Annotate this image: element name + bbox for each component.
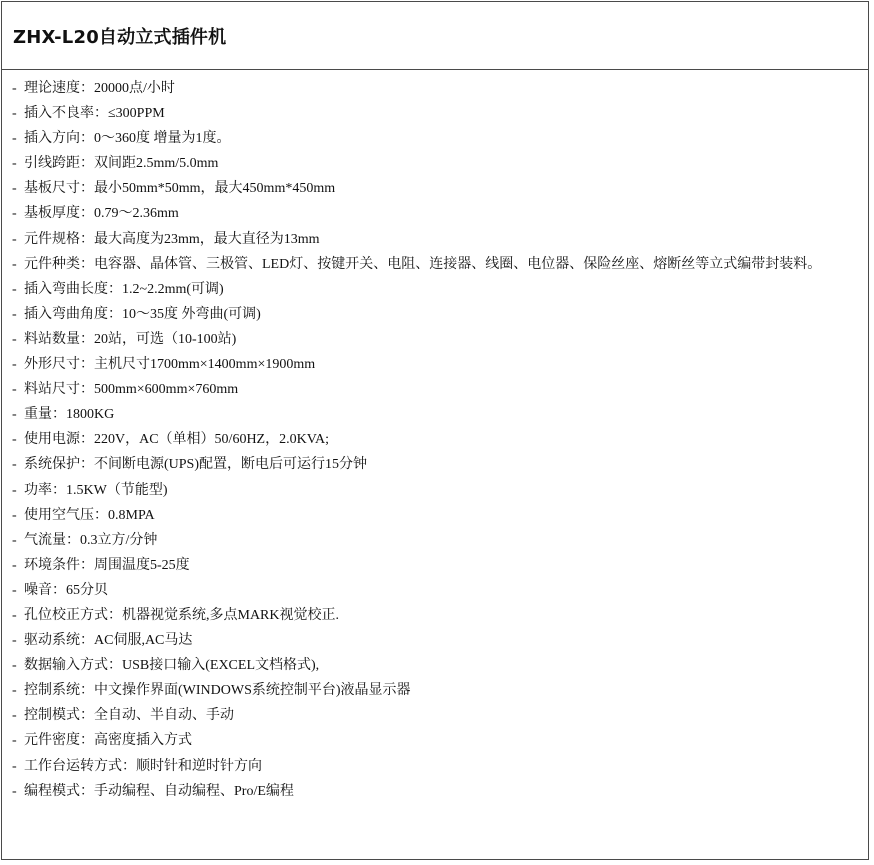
spec-item — [12, 402, 858, 427]
bullet-dash: - — [12, 557, 17, 573]
spec-item — [12, 528, 858, 553]
spec-text: 外形尺寸：主机尺寸1700mm×1400mm×1900mm — [24, 357, 316, 373]
bullet-dash: - — [12, 457, 17, 473]
spec-item — [12, 678, 858, 703]
spec-text: 基板尺寸：最小50mm*50mm，最大450mm*450mm — [24, 181, 336, 197]
spec-text: 孔位校正方式：机器视觉系统,多点MARK视觉校正. — [24, 607, 340, 623]
bullet-dash: - — [12, 206, 17, 222]
bullet-dash: - — [12, 783, 17, 799]
spec-text: 控制系统：中文操作界面(WINDOWS系统控制平台)液晶显示器 — [24, 683, 411, 699]
bullet-dash: - — [12, 407, 17, 423]
spec-item — [12, 478, 858, 503]
bullet-dash: - — [12, 81, 17, 96]
bullet-dash: - — [12, 181, 17, 197]
spec-item — [12, 377, 858, 402]
title-cell — [2, 2, 868, 70]
spec-item — [12, 151, 858, 176]
spec-text: 环境条件：周围温度5-25度 — [24, 557, 190, 573]
spec-item — [12, 503, 858, 528]
spec-item — [12, 603, 858, 628]
spec-item — [12, 578, 858, 603]
spec-text: 插入不良率：≤300PPM — [24, 106, 165, 122]
bullet-dash: - — [12, 281, 17, 297]
spec-text: 数据输入方式：USB接口输入(EXCEL文档格式), — [24, 658, 320, 674]
spec-text: 驱动系统：AC伺服,AC马达 — [24, 633, 193, 649]
bullet-dash: - — [12, 131, 17, 147]
spec-item — [12, 352, 858, 377]
spec-text: 重量：1800KG — [24, 407, 115, 423]
spec-text: 理论速度：20000点/小时 — [24, 81, 175, 96]
spec-item — [12, 227, 858, 252]
spec-item — [12, 302, 858, 327]
spec-text: 插入方向：0～360度 增量为1度。 — [24, 131, 231, 147]
spec-item — [12, 76, 858, 101]
spec-text: 元件密度：高密度插入方式 — [24, 733, 192, 749]
page-title: ZHX-L20自动立式插件机 — [13, 26, 227, 48]
spec-item — [12, 277, 858, 302]
bullet-dash: - — [12, 633, 17, 649]
spec-text: 基板厚度：0.79～2.36mm — [24, 206, 179, 222]
spec-item — [12, 427, 858, 452]
spec-item — [12, 728, 858, 753]
spec-item — [12, 126, 858, 151]
spec-text: 使用空气压：0.8MPA — [24, 507, 155, 523]
spec-item — [12, 327, 858, 352]
bullet-dash: - — [12, 683, 17, 699]
spec-item — [12, 628, 858, 653]
bullet-dash: - — [12, 708, 17, 724]
spec-item — [12, 101, 858, 126]
spec-text: 元件种类：电容器、晶体管、三极管、LED灯、按键开关、电阻、连接器、线圈、电位器、保险丝座、熔断丝等立式编带封装料。 — [24, 256, 822, 272]
bullet-dash: - — [12, 733, 17, 749]
spec-item — [12, 703, 858, 728]
spec-text: 插入弯曲角度：10～35度 外弯曲(可调) — [24, 306, 261, 322]
spec-item — [12, 252, 858, 277]
bullet-dash: - — [12, 256, 17, 272]
bullet-dash: - — [12, 306, 17, 322]
spec-item — [12, 653, 858, 678]
bullet-dash: - — [12, 331, 17, 347]
spec-text: 料站尺寸：500mm×600mm×760mm — [24, 382, 239, 398]
bullet-dash: - — [12, 658, 17, 674]
spec-text: 编程模式：手动编程、自动编程、Pro/E编程 — [24, 783, 294, 799]
spec-text: 控制模式：全自动、半自动、手动 — [24, 708, 234, 724]
spec-text: 元件规格：最大高度为23mm，最大直径为13mm — [24, 231, 320, 247]
spec-item — [12, 201, 858, 226]
spec-text: 料站数量：20站，可选（10-100站) — [24, 331, 237, 347]
spec-text: 功率：1.5KW（节能型) — [24, 482, 168, 498]
spec-body — [2, 70, 868, 804]
spec-text: 系统保护：不间断电源(UPS)配置，断电后可运行15分钟 — [24, 457, 368, 473]
spec-text: 工作台运转方式：顺时针和逆时针方向 — [24, 758, 262, 774]
spec-item — [12, 176, 858, 201]
bullet-dash: - — [12, 607, 17, 623]
bullet-dash: - — [12, 106, 17, 122]
bullet-dash: - — [12, 582, 17, 598]
bullet-dash: - — [12, 432, 17, 448]
spec-list — [12, 76, 858, 804]
spec-text: 引线跨距：双间距2.5mm/5.0mm — [24, 156, 219, 172]
bullet-dash: - — [12, 507, 17, 523]
bullet-dash: - — [12, 532, 17, 548]
spec-table — [1, 1, 869, 860]
bullet-dash: - — [12, 382, 17, 398]
spec-item — [12, 779, 858, 804]
spec-text: 噪音：65分贝 — [24, 582, 108, 598]
bullet-dash: - — [12, 357, 17, 373]
bullet-dash: - — [12, 231, 17, 247]
spec-item — [12, 754, 858, 779]
bullet-dash: - — [12, 758, 17, 774]
spec-item — [12, 452, 858, 477]
bullet-dash: - — [12, 482, 17, 498]
spec-text: 气流量：0.3立方/分钟 — [24, 532, 158, 548]
spec-item — [12, 553, 858, 578]
bullet-dash: - — [12, 156, 17, 172]
spec-text: 插入弯曲长度：1.2~2.2mm(可调) — [24, 281, 224, 297]
spec-text: 使用电源：220V，AC（单相）50/60HZ，2.0KVA; — [24, 432, 330, 448]
